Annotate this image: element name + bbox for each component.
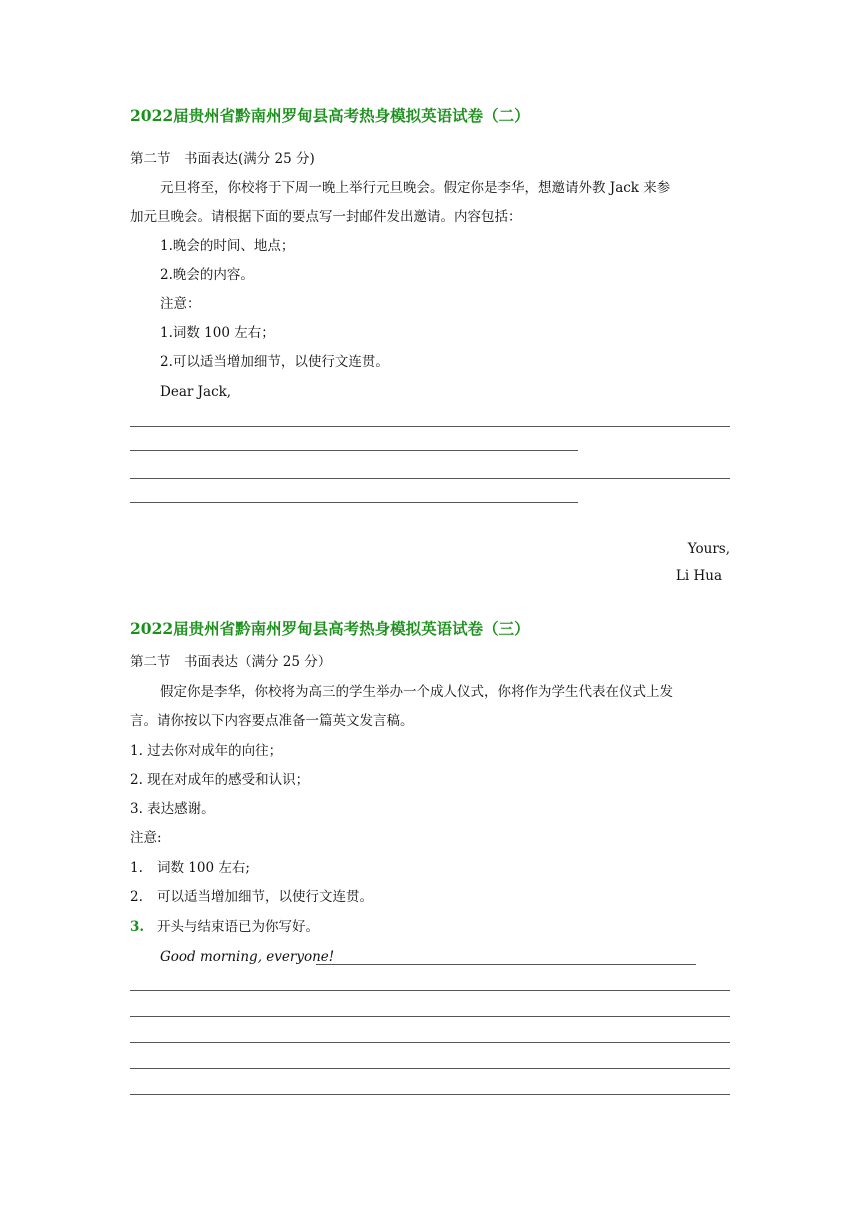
section2-signature: Li Hua [675,568,722,584]
section3-note-3-num: 3. [130,919,145,935]
answer-line [130,1016,730,1017]
section3-point-2: 2. 现在对成年的感受和认识； [130,772,310,788]
section2-title: 2022届贵州省黔南州罗甸县高考热身模拟英语试卷（二） [130,106,530,125]
section3-prompt-line1: 假定你是李华，你校将为高三的学生举办一个成人仪式，你将作为学生代表在仪式上发 [160,684,673,700]
section2-prompt-line1: 元旦将至，你校将于下周一晚上举行元旦晚会。假定你是李华，想邀请外教 Jack 来参 [160,180,671,196]
section2-point-1: 1.晚会的时间、地点； [160,238,295,254]
section2-prompt-line2: 加元旦晚会。请根据下面的要点写一封邮件发出邀请。内容包括： [130,209,522,225]
section2-header: 第二节 书面表达(满分 25 分) [130,151,315,167]
section3-note-1-num: 1. [130,860,143,876]
section2-point-2: 2.晚会的内容。 [160,267,254,283]
answer-line [130,502,578,503]
section3-header: 第二节 书面表达（满分 25 分） [130,654,332,670]
answer-line [130,990,730,991]
section2-note-label: 注意： [160,296,201,312]
section2-note-2: 2.可以适当增加细节，以使行文连贯。 [160,354,389,370]
section3-note-3-text: 开头与结束语已为你写好。 [157,919,319,935]
section2-note-1: 1.词数 100 左右； [160,325,275,341]
section3-opening: Good morning, everyone! [160,949,335,965]
section3-note-2-text: 可以适当增加细节，以使行文连贯。 [157,889,373,905]
answer-line [130,426,730,427]
answer-line [130,450,578,451]
answer-line [130,1042,730,1043]
section3-note-1-text: 词数 100 左右; [157,860,250,876]
answer-line [316,964,696,965]
section3-point-3: 3. 表达感谢。 [130,801,215,817]
section2-closing: Yours, [687,541,730,557]
section3-prompt-line2: 言。请你按以下内容要点准备一篇英文发言稿。 [130,713,414,729]
section3-point-1: 1. 过去你对成年的向往； [130,743,283,759]
section3-note-label: 注意: [130,830,162,846]
section3-note-2-num: 2. [130,889,143,905]
answer-line [130,478,730,479]
answer-line [130,1068,730,1069]
section2-salutation: Dear Jack, [160,384,232,400]
section3-title: 2022届贵州省黔南州罗甸县高考热身模拟英语试卷（三） [130,619,530,638]
answer-line [130,1094,730,1095]
